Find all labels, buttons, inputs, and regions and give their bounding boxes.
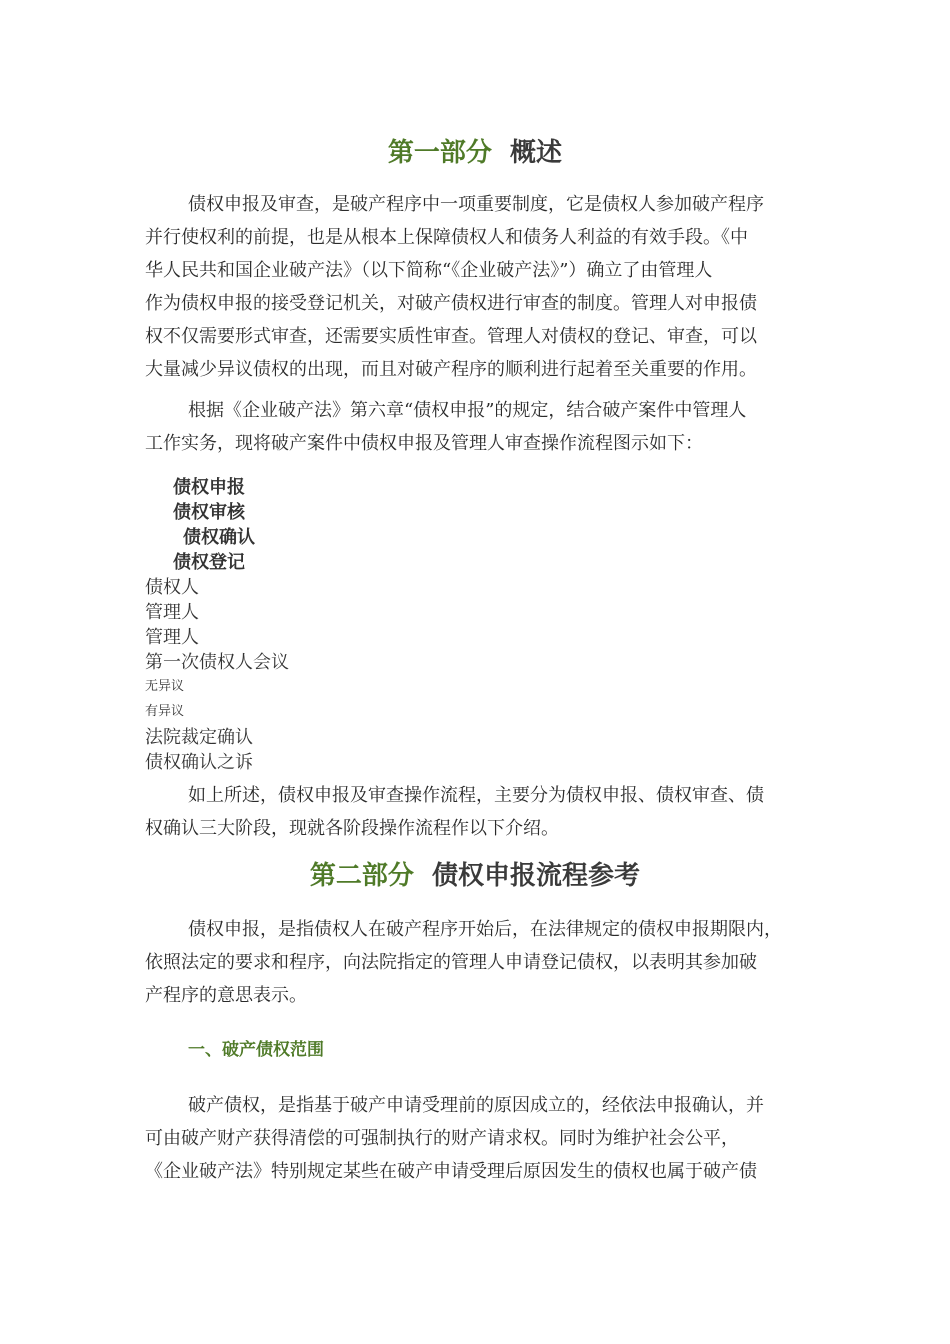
text-line: 并行使权利的前提，也是从根本上保障债权人和债务人利益的有效手段。《中 [145,227,748,248]
text-line: 产程序的意思表示。 [145,985,307,1006]
flow-outcome-court-ruling: 法院裁定确认 [145,727,253,748]
section1-paragraph-1 [145,188,810,386]
text-line: 依照法定的要求和程序，向法院指定的管理人申请登记债权，以表明其参加破 [145,952,757,973]
text-line: 权不仅需要形式审查，还需要实质性审查。管理人对债权的登记、审查，可以 [145,326,757,347]
text-line: 可由破产财产获得清偿的可强制执行的财产请求权。同时为维护社会公平， [145,1128,739,1149]
flow-step-register: 债权登记 [173,552,245,573]
section1-part: 第一部分 [387,138,492,168]
flow-step-confirm: 债权确认 [183,527,255,548]
section1-name: 概述 [510,138,563,168]
subheading-bankruptcy-claims-scope: 一、破产债权范围 [188,1040,324,1060]
section2-name: 债权申报流程参考 [432,861,641,891]
flow-step-declare: 债权申报 [173,477,245,498]
text-line: 如上所述，债权申报及审查操作流程，主要分为债权申报、债权审查、债 [188,785,764,806]
flow-outcome-lawsuit: 债权确认之诉 [145,752,253,773]
section1-paragraph-2 [145,394,810,460]
text-line: 债权申报，是指债权人在破产程序开始后，在法律规定的债权申报期限内， [188,919,782,940]
flow-actor-administrator: 管理人 [145,602,199,623]
section2-title [0,859,950,893]
text-line: 大量减少异议债权的出现，而且对破产程序的顺利进行起着至关重要的作用。 [145,359,757,380]
section2-paragraph-1 [145,913,810,1012]
text-line: 作为债权申报的接受登记机关，对破产债权进行审查的制度。管理人对申报债 [145,293,757,314]
text-line: 根据《企业破产法》第六章“债权申报”的规定，结合破产案件中管理人 [188,400,747,421]
text-line: 债权申报及审查，是破产程序中一项重要制度，它是债权人参加破产程序 [188,194,764,215]
flow-branch-objection: 有异议 [145,704,185,719]
section1-title [0,136,950,170]
flow-actor-creditor: 债权人 [145,577,199,598]
text-line: 工作实务，现将破产案件中债权申报及管理人审查操作流程图示如下： [145,433,703,454]
text-line: 破产债权，是指基于破产申请受理前的原因成立的，经依法申报确认，并 [188,1095,764,1116]
flow-actor-creditors-meeting: 第一次债权人会议 [145,652,289,673]
text-line: 华人民共和国企业破产法》（以下简称“《企业破产法》”）确立了由管理人 [145,260,713,281]
summary-paragraph [145,779,810,845]
text-line: 《企业破产法》特别规定某些在破产申请受理后原因发生的债权也属于破产债 [145,1161,757,1182]
flow-actor-administrator: 管理人 [145,627,199,648]
section2-paragraph-2 [145,1089,810,1188]
flow-branch-no-objection: 无异议 [145,679,185,694]
flow-step-review: 债权审核 [173,502,245,523]
section2-part: 第二部分 [309,861,414,891]
text-line: 权确认三大阶段，现就各阶段操作流程作以下介绍。 [145,818,559,839]
